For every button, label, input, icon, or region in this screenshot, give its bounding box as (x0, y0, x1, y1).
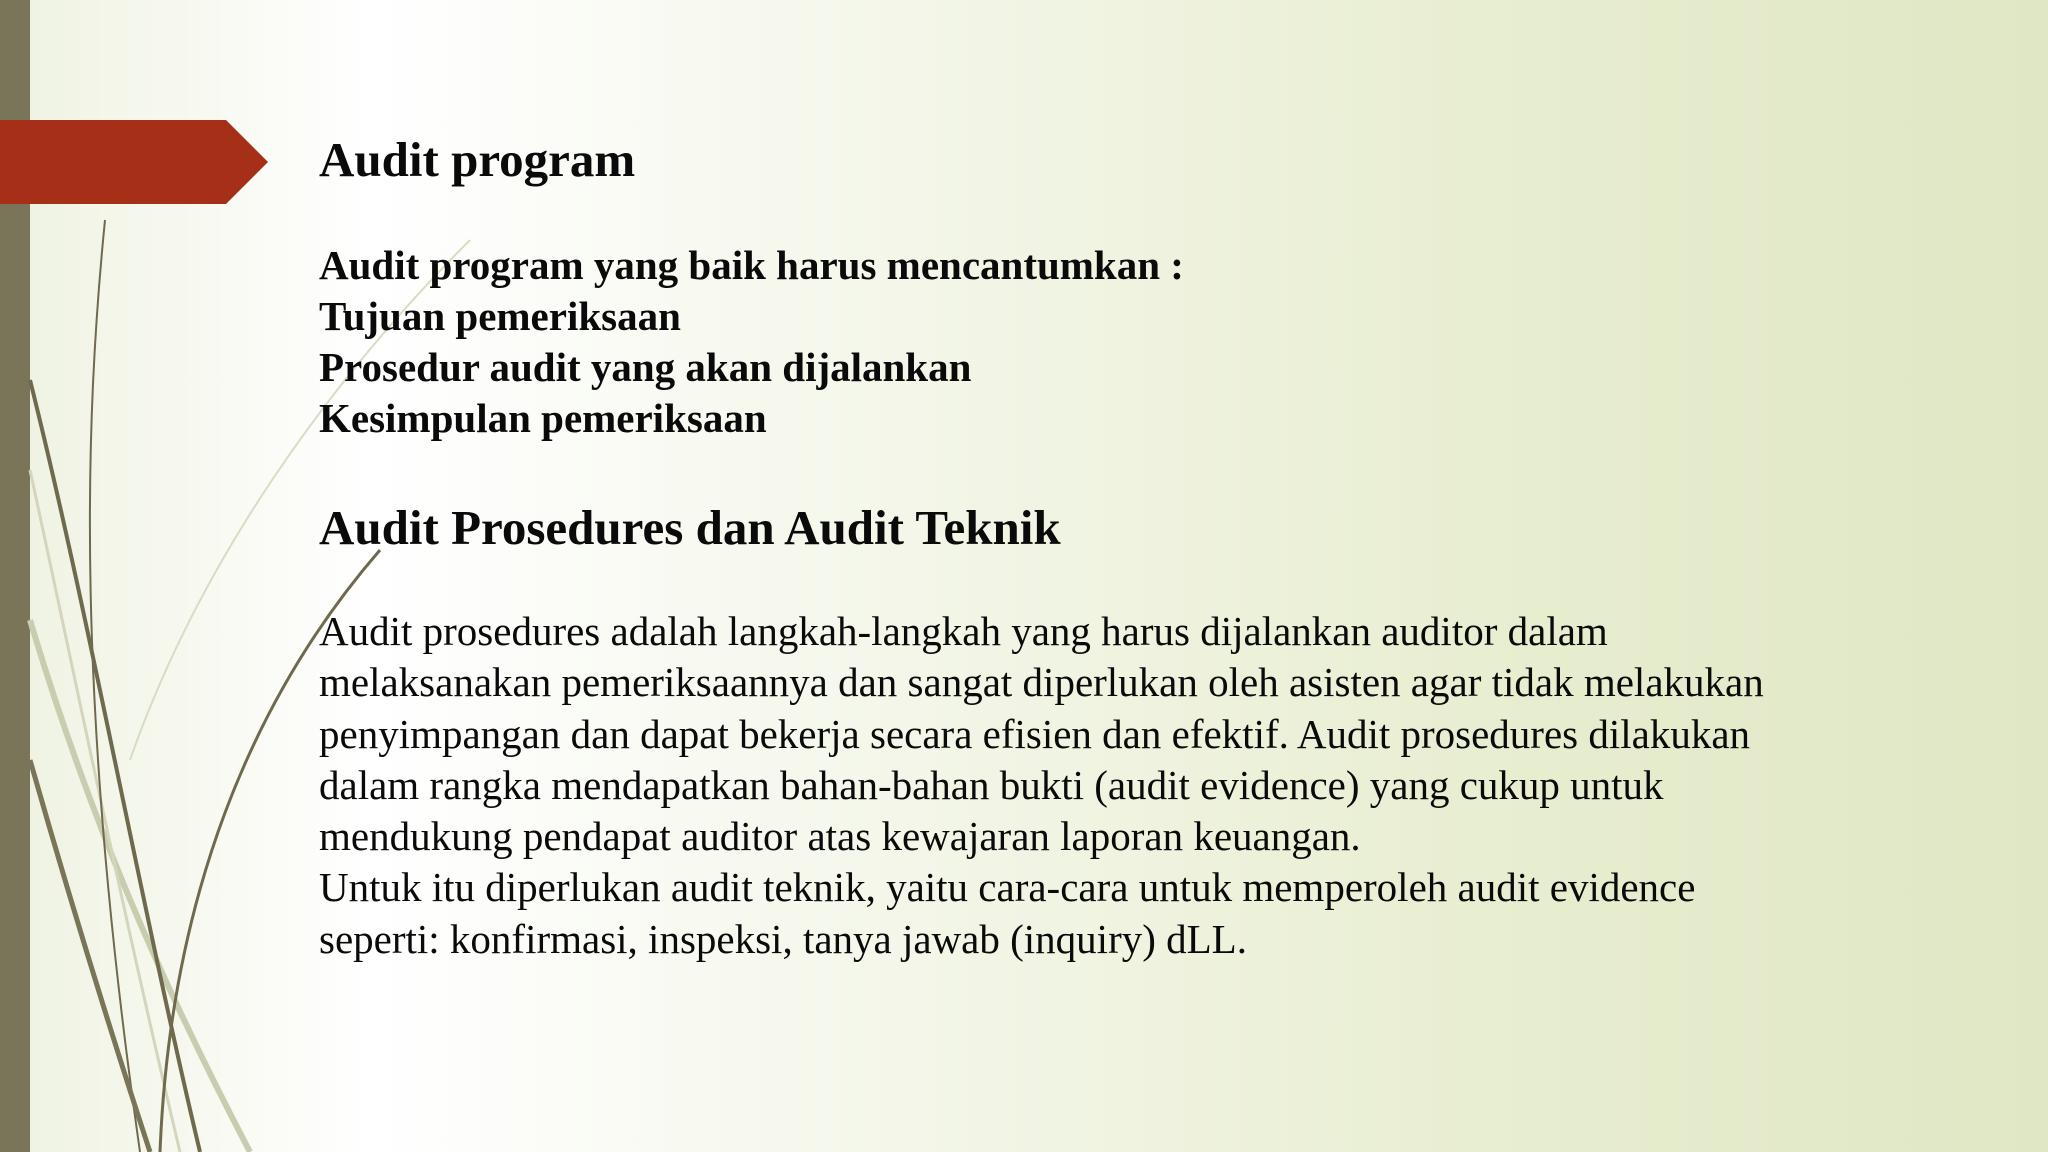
dark-curve (30, 760, 150, 1152)
title-arrow-banner (0, 120, 268, 204)
section-subtitle: Audit Prosedures dan Audit Teknik (319, 500, 1061, 555)
paragraph: Audit prosedures adalah langkah-langkah yang harus dijalankan auditor dalam melaksanakan pemeriksaannya dan sangat diperlukan oleh asisten agar tidak melakukan penyimpangan dan dapat bekerja secara efisien dan efektif. Audit prosedures dilakukan dalam rangka mendapatkan bahan-bahan bukti (audit evidence) yang cukup untuk mendukung pendapat auditor atas kewajaran laporan keuangan. (319, 608, 1764, 860)
list-item: Kesimpulan pemeriksaan (319, 395, 767, 441)
list-item: Tujuan pemeriksaan (319, 293, 681, 339)
list-intro: Audit program yang baik harus mencantumkan : (319, 242, 1184, 288)
paragraph: Untuk itu diperlukan audit teknik, yaitu cara-cara untuk memperoleh audit evidence seperti: konfirmasi, inspeksi, tanya jawab (inquiry) dLL. (319, 864, 1696, 962)
body-text (319, 606, 1799, 965)
light-curve (30, 470, 180, 1152)
slide-content (319, 128, 1799, 965)
slide-title: Audit program (319, 132, 636, 187)
list-item: Prosedur audit yang akan dijalankan (319, 344, 972, 390)
requirements-list (319, 240, 1799, 444)
